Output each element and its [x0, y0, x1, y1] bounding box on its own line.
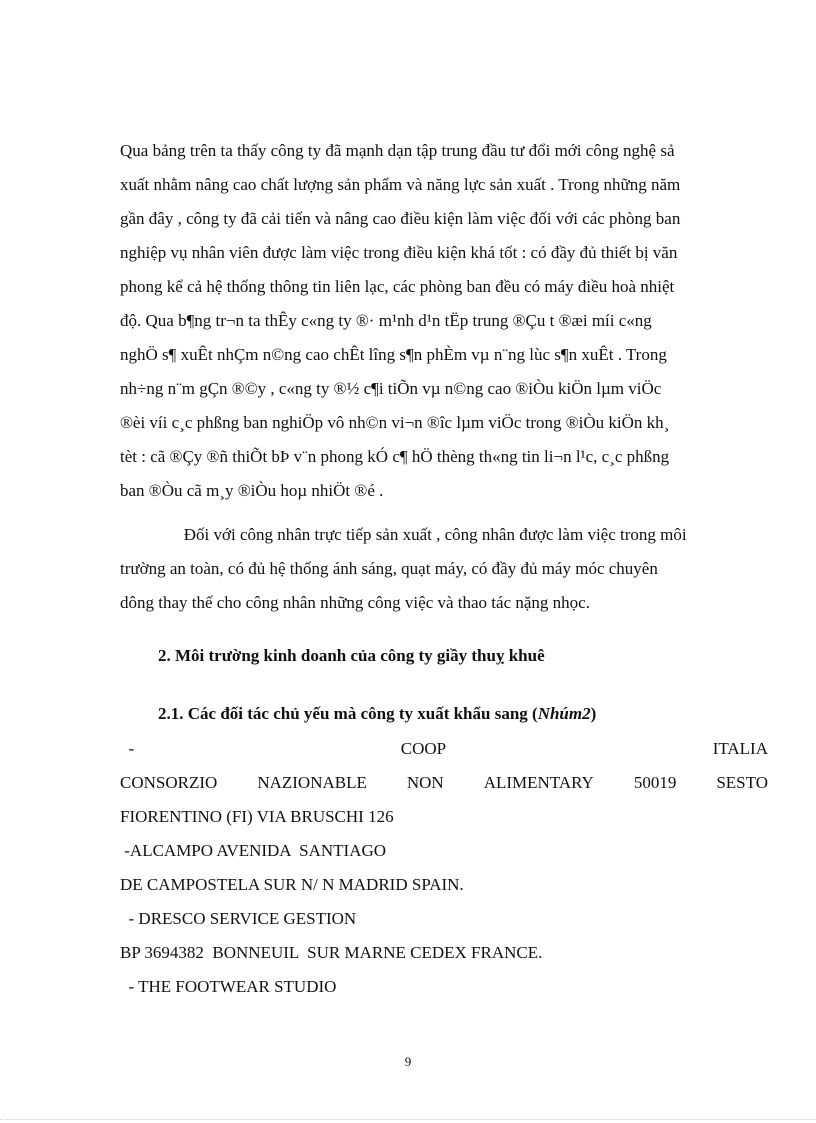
address-word: 50019: [633, 773, 677, 792]
section-heading: 2. Môi trường kinh doanh của công ty giầy thuỵ khuê: [158, 646, 545, 665]
partner-list: [120, 732, 768, 1004]
partner-dresco-line: - DRESCO SERVICE GESTION: [120, 909, 357, 928]
paragraph-line: Đối với công nhân trực tiếp sản xuất , công nhân được làm việc trong môi: [120, 525, 687, 544]
intro-paragraph: [120, 134, 768, 508]
partner-footwear-line: - THE FOOTWEAR STUDIO: [120, 977, 337, 996]
paragraph-line: nghÖ s¶ xuÊt nhÇm n©ng cao chÊt lîng s¶n phÈm vµ n¨ng lùc s¶n xuÊt . Trong: [120, 345, 667, 364]
address-word: ALIMENTARY: [483, 773, 594, 792]
list-dash: -: [120, 739, 135, 758]
partner-coop-address-line: [120, 766, 768, 800]
page-bottom-rule: [0, 1119, 816, 1120]
subsection-heading: [158, 704, 596, 724]
paragraph-line: tèt : cã ®Çy ®ñ thiÕt bÞ v¨n phong kÓ c¶ hÖ thèng th«ng tin li¬n l¹c, c¸c phßng: [120, 447, 670, 466]
subsection-heading-close: ): [590, 704, 597, 723]
paragraph-line: ban ®Òu cã m¸y ®iÒu hoµ nhiÖt ®é .: [120, 481, 384, 500]
address-word: NAZIONABLE: [257, 773, 367, 792]
subsection-heading-italic: Nhúm2: [537, 704, 591, 723]
partner-dresco-address-line: BP 3694382 BONNEUIL SUR MARNE CEDEX FRANCE.: [120, 943, 543, 962]
address-word: SESTO: [716, 773, 768, 792]
partner-coop-line: [120, 732, 768, 766]
address-word: CONSORZIO: [120, 773, 218, 792]
paragraph-line: Qua bảng trên ta thấy công ty đã mạnh dạn tập trung đầu tư đổi mới công nghệ sả: [120, 141, 675, 160]
paragraph-line: nh÷ng n¨m gÇn ®©y , c«ng ty ®½ c¶i tiÕn vµ n©ng cao ®iÒu kiÖn lµm viÖc: [120, 379, 662, 398]
page-number: 9: [404, 1054, 412, 1069]
paragraph-line: ®èi víi c¸c phßng ban nghiÖp vô nh©n vi¬n ®îc lµm viÖc trong ®iÒu kiÖn kh¸: [120, 413, 670, 432]
paragraph-line: phong kể cả hệ thống thông tin liên lạc, các phòng ban đều có máy điều hoà nhiệt: [120, 277, 675, 296]
partner-alcampo-address-line: DE CAMPOSTELA SUR N/ N MADRID SPAIN.: [120, 875, 464, 894]
paragraph-line: trường an toàn, có đủ hệ thống ánh sáng, quạt máy, có đầy đủ máy móc chuyên: [120, 559, 658, 578]
partner-alcampo-line: -ALCAMPO AVENIDA SANTIAGO: [120, 841, 387, 860]
partner-word: ITALIA: [712, 739, 768, 758]
paragraph-line: gần đây , công ty đã cải tiến và nâng cao điều kiện làm việc đối với các phòng ban: [120, 209, 681, 228]
subsection-heading-text: 2.1. Các đối tác chủ yếu mà công ty xuất khẩu sang (: [158, 704, 538, 723]
partner-coop-city-line: FIORENTINO (FI) VIA BRUSCHI 126: [120, 807, 394, 826]
paragraph-line: độ. Qua b¶ng tr¬n ta thÊy c«ng ty ®· m¹nh d¹n tËp trung ®Çu t ®æi míi c«ng: [120, 311, 652, 330]
paragraph-line: xuất nhằm nâng cao chất lượng sản phẩm và năng lực sản xuất . Trong những năm: [120, 175, 681, 194]
partner-word: COOP: [400, 739, 447, 758]
paragraph-line: nghiệp vụ nhân viên được làm việc trong điều kiện khá tốt : có đầy đủ thiết bị văn: [120, 243, 678, 262]
paragraph-line: dông thay thế cho công nhân những công việc và thao tác nặng nhọc.: [120, 593, 590, 612]
address-word: NON: [406, 773, 444, 792]
worker-paragraph: [120, 518, 768, 620]
